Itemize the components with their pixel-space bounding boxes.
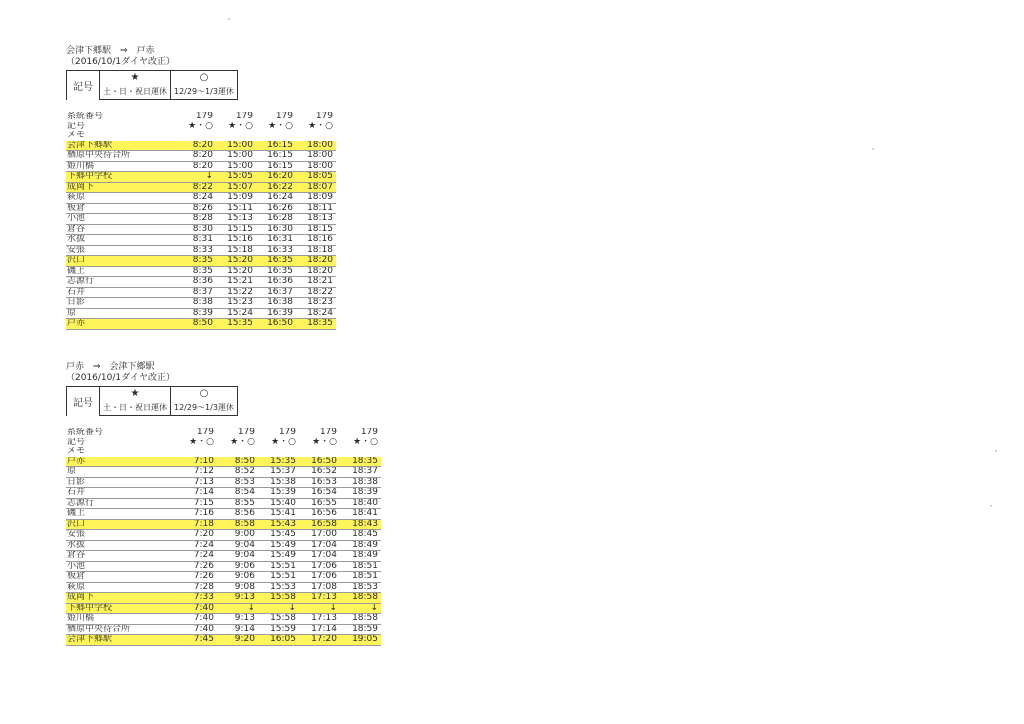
time-cell: 17:20: [299, 635, 340, 646]
time-cell: 15:53: [258, 582, 299, 593]
table-row: [66, 457, 381, 467]
time-cell: 8:24: [176, 193, 216, 204]
header-label: 系統番号: [67, 112, 104, 121]
time-cell: 8:58: [217, 519, 258, 530]
time-cell: 17:06: [299, 572, 340, 583]
stop-name: 萩原: [66, 582, 176, 593]
legend-star-label: 土・日・祝日運休: [100, 400, 171, 416]
time-cell: 9:14: [217, 624, 258, 635]
time-cell: 15:40: [258, 498, 299, 509]
time-cell: 16:54: [299, 488, 340, 499]
time-cell: 16:30: [256, 224, 296, 235]
stop-name: 萩原: [66, 193, 176, 204]
time-cell: 18:21: [296, 277, 336, 288]
header-value: 179: [275, 112, 293, 121]
stop-name: 日影: [66, 477, 176, 488]
time-cell: 15:21: [216, 277, 256, 288]
time-cell: 9:20: [217, 635, 258, 646]
time-cell: 16:39: [256, 308, 296, 319]
header-value: [176, 131, 216, 141]
time-cell: 18:15: [296, 224, 336, 235]
header-value: [296, 131, 336, 141]
table-row: [66, 477, 381, 488]
time-cell: 16:33: [256, 245, 296, 256]
time-cell: 18:20: [296, 256, 336, 267]
time-cell: 7:14: [176, 488, 217, 499]
time-cell: ↓: [176, 172, 216, 183]
time-cell: 15:16: [216, 235, 256, 246]
stop-name: 会津下郷駅: [66, 635, 176, 646]
outbound-subtitle: （2016/10/1ダイヤ改正）: [66, 57, 175, 67]
outbound-table: [66, 112, 336, 330]
time-cell: 16:26: [256, 203, 296, 214]
time-cell: 18:20: [296, 266, 336, 277]
time-cell: 15:51: [258, 561, 299, 572]
stop-name: 姫川橋: [66, 614, 176, 625]
time-cell: 15:00: [216, 161, 256, 172]
table-row: [66, 277, 336, 288]
time-cell: 18:18: [296, 245, 336, 256]
legend-circle-symbol: ○: [171, 387, 238, 401]
header-value: [299, 447, 340, 457]
time-cell: 7:26: [176, 561, 217, 572]
stop-name: 原: [66, 308, 176, 319]
header-value: 179: [195, 112, 213, 121]
time-cell: 15:09: [216, 193, 256, 204]
outbound-title: 会津下郷駅 ⇒ 戸赤: [66, 46, 155, 56]
header-value: 179: [196, 428, 214, 437]
time-cell: 7:24: [176, 540, 217, 551]
stop-name: 成岡下: [66, 593, 176, 604]
header-value: [256, 131, 296, 141]
legend-kigo: 記号: [67, 71, 100, 100]
inbound-legend: [66, 386, 238, 416]
stop-name: 志源行: [66, 277, 176, 288]
time-cell: 8:26: [176, 203, 216, 214]
table-row: [66, 467, 381, 478]
legend-kigo: 記号: [67, 387, 100, 416]
inbound-title: 戸赤 ⇒ 会津下郷駅: [66, 362, 155, 372]
time-cell: 15:37: [258, 467, 299, 478]
time-cell: 18:58: [340, 614, 381, 625]
time-cell: 16:35: [256, 256, 296, 267]
stop-name: 水抜: [66, 540, 176, 551]
stop-name: 板倉: [66, 572, 176, 583]
time-cell: 8:36: [176, 277, 216, 288]
time-cell: 8:52: [217, 467, 258, 478]
header-value: ★・○: [353, 437, 378, 447]
time-cell: 15:51: [258, 572, 299, 583]
time-cell: 18:51: [340, 561, 381, 572]
legend-circle-label: 12/29〜1/3運休: [171, 84, 238, 100]
time-cell: 18:16: [296, 235, 336, 246]
legend-circle-symbol: ○: [171, 71, 238, 85]
time-cell: 18:23: [296, 298, 336, 309]
header-value: [258, 447, 299, 457]
time-cell: 8:31: [176, 235, 216, 246]
table-row: [66, 561, 381, 572]
time-cell: 15:23: [216, 298, 256, 309]
header-value: 179: [278, 428, 296, 437]
time-cell: 8:37: [176, 287, 216, 298]
time-cell: 17:13: [299, 614, 340, 625]
table-row: [66, 582, 381, 593]
time-cell: 16:28: [256, 214, 296, 225]
time-cell: 19:05: [340, 635, 381, 646]
time-cell: 7:28: [176, 582, 217, 593]
header-value: 179: [237, 428, 255, 437]
time-cell: 7:24: [176, 551, 217, 562]
header-label: メモ: [67, 447, 86, 456]
time-cell: 16:36: [256, 277, 296, 288]
time-cell: 15:18: [216, 245, 256, 256]
time-cell: 15:11: [216, 203, 256, 214]
inbound-table: [66, 428, 381, 646]
time-cell: 18:11: [296, 203, 336, 214]
time-cell: 15:00: [216, 151, 256, 162]
header-value: ★・○: [308, 121, 333, 131]
stop-name: 会津下郷駅: [66, 141, 176, 151]
time-cell: 18:22: [296, 287, 336, 298]
time-cell: 17:06: [299, 561, 340, 572]
time-cell: 7:40: [176, 614, 217, 625]
time-cell: ↓: [258, 603, 299, 614]
time-cell: 16:15: [256, 151, 296, 162]
time-cell: 17:08: [299, 582, 340, 593]
table-row: [66, 509, 381, 520]
table-row: [66, 266, 336, 277]
table-row: [66, 624, 381, 635]
time-cell: 16:15: [256, 161, 296, 172]
time-cell: 15:38: [258, 477, 299, 488]
legend-circle-label: 12/29〜1/3運休: [171, 400, 238, 416]
header-label: 記号: [67, 437, 86, 447]
time-cell: 18:37: [340, 467, 381, 478]
table-row: [66, 614, 381, 625]
inbound-timetable: [66, 362, 381, 646]
time-cell: 8:30: [176, 224, 216, 235]
time-cell: 8:35: [176, 256, 216, 267]
table-row: [66, 245, 336, 256]
time-cell: 15:49: [258, 551, 299, 562]
time-cell: 18:43: [340, 519, 381, 530]
stop-name: 安張: [66, 245, 176, 256]
header-value: ★・○: [271, 437, 296, 447]
time-cell: 16:38: [256, 298, 296, 309]
time-cell: 8:35: [176, 266, 216, 277]
time-cell: 16:22: [256, 182, 296, 193]
table-row: [66, 161, 336, 172]
table-row: [66, 498, 381, 509]
table-row: [66, 308, 336, 319]
time-cell: 15:13: [216, 214, 256, 225]
time-cell: 9:06: [217, 561, 258, 572]
time-cell: 8:50: [176, 319, 216, 330]
time-cell: ↓: [340, 603, 381, 614]
stop-name: 楢原中央待合所: [66, 624, 176, 635]
time-cell: ↓: [217, 603, 258, 614]
time-cell: 18:09: [296, 193, 336, 204]
time-cell: 15:05: [216, 172, 256, 183]
time-cell: 9:04: [217, 540, 258, 551]
time-cell: 15:22: [216, 287, 256, 298]
time-cell: 18:00: [296, 151, 336, 162]
table-row: [66, 182, 336, 193]
stop-name: 原: [66, 467, 176, 478]
time-cell: 9:13: [217, 614, 258, 625]
time-cell: 18:35: [340, 457, 381, 467]
header-row: [66, 122, 336, 132]
stop-name: 倉谷: [66, 551, 176, 562]
header-row: [66, 438, 381, 448]
time-cell: 7:40: [176, 603, 217, 614]
time-cell: 15:00: [216, 141, 256, 151]
time-cell: 18:49: [340, 540, 381, 551]
time-cell: 17:00: [299, 530, 340, 541]
stop-name: 日影: [66, 298, 176, 309]
table-row: [66, 319, 336, 330]
header-value: [340, 447, 381, 457]
table-row: [66, 593, 381, 604]
time-cell: 18:05: [296, 172, 336, 183]
time-cell: 18:58: [340, 593, 381, 604]
time-cell: 15:24: [216, 308, 256, 319]
stop-name: 成岡下: [66, 182, 176, 193]
table-row: [66, 519, 381, 530]
time-cell: 18:24: [296, 308, 336, 319]
header-row: [66, 447, 381, 457]
time-cell: 18:38: [340, 477, 381, 488]
time-cell: 15:20: [216, 266, 256, 277]
table-row: [66, 635, 381, 646]
time-cell: 16:56: [299, 509, 340, 520]
table-row: [66, 298, 336, 309]
time-cell: 9:00: [217, 530, 258, 541]
time-cell: 17:04: [299, 540, 340, 551]
header-value: ★・○: [189, 437, 214, 447]
time-cell: 15:41: [258, 509, 299, 520]
time-cell: 18:53: [340, 582, 381, 593]
header-label: 系統番号: [67, 428, 104, 437]
header-row: [66, 131, 336, 141]
time-cell: 8:50: [217, 457, 258, 467]
time-cell: 16:31: [256, 235, 296, 246]
stop-name: 戸赤: [66, 319, 176, 330]
time-cell: 16:24: [256, 193, 296, 204]
time-cell: 16:35: [256, 266, 296, 277]
stop-name: 小池: [66, 561, 176, 572]
time-cell: 15:20: [216, 256, 256, 267]
time-cell: 7:20: [176, 530, 217, 541]
time-cell: 15:58: [258, 593, 299, 604]
time-cell: 7:15: [176, 498, 217, 509]
table-row: [66, 572, 381, 583]
stop-name: 倉谷: [66, 224, 176, 235]
table-row: [66, 551, 381, 562]
header-label: 記号: [67, 121, 86, 131]
time-cell: 18:00: [296, 141, 336, 151]
table-row: [66, 141, 336, 151]
header-value: ★・○: [188, 121, 213, 131]
time-cell: 16:50: [256, 319, 296, 330]
table-row: [66, 193, 336, 204]
time-cell: 18:00: [296, 161, 336, 172]
time-cell: 7:45: [176, 635, 217, 646]
time-cell: 16:52: [299, 467, 340, 478]
header-value: 179: [319, 428, 337, 437]
header-value: ★・○: [268, 121, 293, 131]
stop-name: 下郷中学校: [66, 172, 176, 183]
header-value: 179: [235, 112, 253, 121]
stop-name: 楢原中央待合所: [66, 151, 176, 162]
time-cell: 15:45: [258, 530, 299, 541]
table-row: [66, 172, 336, 183]
time-cell: 18:35: [296, 319, 336, 330]
stop-name: 姫川橋: [66, 161, 176, 172]
time-cell: 15:43: [258, 519, 299, 530]
header-value: 179: [360, 428, 378, 437]
time-cell: 17:13: [299, 593, 340, 604]
time-cell: 15:15: [216, 224, 256, 235]
time-cell: 9:06: [217, 572, 258, 583]
time-cell: 16:15: [256, 141, 296, 151]
outbound-timetable: [66, 46, 336, 330]
time-cell: 15:39: [258, 488, 299, 499]
time-cell: 8:54: [217, 488, 258, 499]
time-cell: 8:38: [176, 298, 216, 309]
time-cell: 7:13: [176, 477, 217, 488]
table-row: [66, 151, 336, 162]
stop-name: 安張: [66, 530, 176, 541]
table-row: [66, 287, 336, 298]
stop-name: 沢口: [66, 519, 176, 530]
time-cell: 18:13: [296, 214, 336, 225]
time-cell: 16:55: [299, 498, 340, 509]
time-cell: 18:51: [340, 572, 381, 583]
time-cell: 7:40: [176, 624, 217, 635]
header-row: [66, 428, 381, 438]
time-cell: 18:39: [340, 488, 381, 499]
stop-name: 磯上: [66, 266, 176, 277]
table-row: [66, 488, 381, 499]
time-cell: 8:53: [217, 477, 258, 488]
table-row: [66, 256, 336, 267]
time-cell: 8:22: [176, 182, 216, 193]
time-cell: 8:55: [217, 498, 258, 509]
stop-name: 板倉: [66, 203, 176, 214]
stop-name: 下郷中学校: [66, 603, 176, 614]
time-cell: 7:12: [176, 467, 217, 478]
table-row: [66, 235, 336, 246]
inbound-subtitle: （2016/10/1ダイヤ改正）: [66, 373, 175, 383]
time-cell: 18:07: [296, 182, 336, 193]
time-cell: 15:35: [258, 457, 299, 467]
time-cell: 15:58: [258, 614, 299, 625]
time-cell: 15:59: [258, 624, 299, 635]
time-cell: 7:26: [176, 572, 217, 583]
time-cell: 9:08: [217, 582, 258, 593]
header-value: ★・○: [230, 437, 255, 447]
scan-speck: [872, 148, 874, 150]
time-cell: 16:20: [256, 172, 296, 183]
stop-name: 水抜: [66, 235, 176, 246]
outbound-legend: [66, 70, 238, 100]
stop-name: 石井: [66, 287, 176, 298]
table-row: [66, 224, 336, 235]
time-cell: 17:14: [299, 624, 340, 635]
stop-name: 小池: [66, 214, 176, 225]
header-value: [217, 447, 258, 457]
header-value: [176, 447, 217, 457]
time-cell: 18:49: [340, 551, 381, 562]
header-value: 179: [315, 112, 333, 121]
time-cell: 16:53: [299, 477, 340, 488]
time-cell: 8:20: [176, 161, 216, 172]
time-cell: 8:33: [176, 245, 216, 256]
header-label: メモ: [67, 131, 86, 140]
time-cell: 16:05: [258, 635, 299, 646]
time-cell: 18:40: [340, 498, 381, 509]
header-value: ★・○: [312, 437, 337, 447]
time-cell: 15:35: [216, 319, 256, 330]
legend-star-symbol: ★: [100, 387, 171, 401]
time-cell: 18:59: [340, 624, 381, 635]
time-cell: 9:13: [217, 593, 258, 604]
table-row: [66, 530, 381, 541]
time-cell: 8:39: [176, 308, 216, 319]
scan-speck: [228, 18, 230, 20]
stop-name: 石井: [66, 488, 176, 499]
time-cell: 8:56: [217, 509, 258, 520]
stop-name: 戸赤: [66, 457, 176, 467]
time-cell: 15:07: [216, 182, 256, 193]
time-cell: 7:33: [176, 593, 217, 604]
time-cell: 8:28: [176, 214, 216, 225]
time-cell: 18:45: [340, 530, 381, 541]
table-row: [66, 214, 336, 225]
scan-speck: [995, 450, 997, 452]
time-cell: 7:10: [176, 457, 217, 467]
header-value: [216, 131, 256, 141]
time-cell: 15:49: [258, 540, 299, 551]
time-cell: 8:20: [176, 151, 216, 162]
header-row: [66, 112, 336, 122]
time-cell: 16:58: [299, 519, 340, 530]
time-cell: ↓: [299, 603, 340, 614]
table-row: [66, 603, 381, 614]
legend-star-label: 土・日・祝日運休: [100, 84, 171, 100]
table-row: [66, 540, 381, 551]
stop-name: 志源行: [66, 498, 176, 509]
time-cell: 17:04: [299, 551, 340, 562]
header-value: ★・○: [228, 121, 253, 131]
scan-speck: [990, 505, 992, 507]
stop-name: 磯上: [66, 509, 176, 520]
time-cell: 18:41: [340, 509, 381, 520]
time-cell: 9:04: [217, 551, 258, 562]
time-cell: 7:16: [176, 509, 217, 520]
time-cell: 16:37: [256, 287, 296, 298]
time-cell: 7:18: [176, 519, 217, 530]
stop-name: 沢口: [66, 256, 176, 267]
table-row: [66, 203, 336, 214]
time-cell: 8:20: [176, 141, 216, 151]
time-cell: 16:50: [299, 457, 340, 467]
legend-star-symbol: ★: [100, 71, 171, 85]
